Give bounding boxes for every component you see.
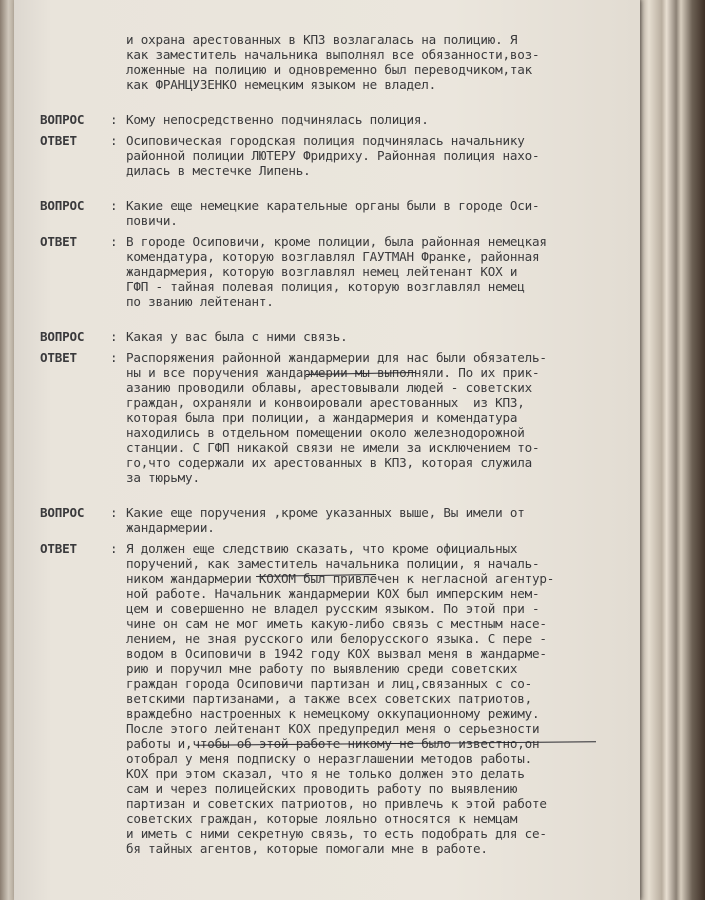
question-block: ВОПРОС : Какие еще немецкие карательные органы были в городе Оси- повичи. <box>40 198 630 228</box>
question-block: ВОПРОС : Какая у вас была с ними связь. <box>40 329 630 344</box>
question-block: ВОПРОС : Кому непосредственно подчинялась полиция. <box>40 112 630 127</box>
answer-line: граждан города Осиповичи партизан и лиц,связанных с со- <box>126 676 533 691</box>
question-text: повичи. <box>126 213 178 228</box>
text-line: как заместитель начальника выполнял все обязанности,воз- <box>126 47 540 62</box>
answer-label: ОТВЕТ <box>40 350 77 365</box>
question-label: ВОПРОС <box>40 329 85 344</box>
answer-line: партизан и советских патриотов, но привлечь к этой работе <box>126 796 547 811</box>
answer-line: ГФП - тайная полевая полиция, которую возглавлял немец <box>126 279 525 294</box>
answer-line: ником жандармерии КОХОМ был привлечен к негласной агентур- <box>126 571 555 586</box>
answer-line: го,что содержали их арестованных в КПЗ, которая служила <box>126 455 533 470</box>
answer-block: ОТВЕТ : Осиповическая городская полиция подчинялась начальнику районной полиции ЛЮТЕРУ Фридриху. Районная полиция нахо- дилась в местечке Липень. <box>40 133 630 178</box>
answer-line: цем и совершенно не владел русским языком. По этой при - <box>126 601 540 616</box>
answer-line: бя тайных агентов, которые помогали мне в работе. <box>126 841 488 856</box>
answer-line: В городе Осиповичи, кроме полиции, была районная немецкая <box>126 234 547 249</box>
answer-line: советских граждан, которые лояльно относятся к немцам <box>126 811 518 826</box>
answer-label: ОТВЕТ <box>40 541 77 556</box>
answer-line: рию и поручил мне работу по выявлению среди советских <box>126 661 518 676</box>
answer-label: ОТВЕТ <box>40 133 77 148</box>
answer-line: станции. С ГФП никакой связи не имели за исключением то- <box>126 440 540 455</box>
answer-line: которая была при полиции, а жандармерия и комендатура <box>126 410 518 425</box>
question-text: Какие еще немецкие карательные органы были в городе Оси- <box>126 198 540 213</box>
answer-line: сам и через полицейских проводить работу по выявлению <box>126 781 518 796</box>
answer-line: лением, не зная русского или белорусского языка. С пере - <box>126 631 547 646</box>
answer-line: ной работе. Начальник жандармерии КОХ был имперским нем- <box>126 586 540 601</box>
answer-line: Распоряжения районной жандармерии для нас были обязатель- <box>126 350 547 365</box>
answer-line: районной полиции ЛЮТЕРУ Фридриху. Районная полиция нахо- <box>126 148 540 163</box>
answer-line: жандармерия, которую возглавлял немец лейтенант КОХ и <box>126 264 518 279</box>
answer-block: ОТВЕТ : Распоряжения районной жандармерии для нас были обязатель- ны и все поручения жандармерии мы выполняли. По их прик- азанию проводили облавы, арестовывали людей - советских граждан, охраняли и конвоировали арестованных из КПЗ, которая была при полиции, а жандармерия и комендатура находились в отдельном помещении около железнодорожной станции. С ГФП никакой связи не имели за исключением то- го,что содержали их арестованных в КПЗ, которая служила за тюрьму. <box>40 350 630 485</box>
answer-line: находились в отдельном помещении около железнодорожной <box>126 425 525 440</box>
question-text: жандармерии. <box>126 520 215 535</box>
answer-line: отобрал у меня подписку о неразглашении методов работы. <box>126 751 533 766</box>
question-label: ВОПРОС <box>40 112 85 127</box>
question-text: Какие еще поручения ,кроме указанных выше, Вы имели от <box>126 505 525 520</box>
answer-line: враждебно настроенных к немецкому оккупационному режиму. <box>126 706 540 721</box>
question-text: Какая у вас была с ними связь. <box>126 329 348 344</box>
question-block: ВОПРОС : Какие еще поручения ,кроме указанных выше, Вы имели от жандармерии. <box>40 505 630 535</box>
binding-edge <box>0 0 14 900</box>
answer-line: и иметь с ними секретную связь, то есть подобрать для се- <box>126 826 547 841</box>
answer-label: ОТВЕТ <box>40 234 77 249</box>
answer-line: чине он сам не мог иметь какую-либо связь с местным насе- <box>126 616 547 631</box>
answer-line: поручений, как заместитель начальника полиции, я началь- <box>126 556 540 571</box>
answer-block: ОТВЕТ : Я должен еще следствию сказать, что кроме официальных поручений, как заместитель начальника полиции, я началь- ником жандармерии КОХОМ был привлечен к негласной агентур- ной работе. Начальник жандармерии КОХ был имперским нем- цем и совершенно не владел русским языком. По этой при - чине он сам не мог иметь какую-либо связь с местным насе- лением, не зная русского или белорусского языка. С пере - водом в Осиповичи в 1942 году КОХ вызвал меня в жандарме- рию и поручил мне работу по выявлению среди советских граждан города Осиповичи партизан и лиц,связанных с со- ветскими партизанами, а также всех советских патриотов, враждебно настроенных к немецкому оккупационному режиму. После этого лейтенант КОХ предупредил меня о серьезности работы и,чтобы об этой работе никому не было известно,он отобрал у меня подписку о неразглашении методов работы. КОХ при этом сказал, что я не только должен это делать сам и через полицейских проводить работу по выявлению партизан и советских патриотов, но привлечь к этой работе советских граждан, которые лояльно относятся к немцам и иметь с ними секретную связь, то есть подобрать для се- бя тайных агентов, которые помогали мне в работе. <box>40 541 630 856</box>
answer-line: Я должен еще следствию сказать, что кроме официальных <box>126 541 518 556</box>
answer-line: Осиповическая городская полиция подчинялась начальнику <box>126 133 525 148</box>
interrogation-text <box>40 32 630 856</box>
question-label: ВОПРОС <box>40 198 85 213</box>
answer-line: за тюрьму. <box>126 470 200 485</box>
question-text: Кому непосредственно подчинялась полиция. <box>126 112 429 127</box>
answer-line: После этого лейтенант КОХ предупредил меня о серьезности <box>126 721 540 736</box>
answer-line: работы и,чтобы об этой работе никому не было известно,он <box>126 736 540 751</box>
text-line: и охрана арестованных в КПЗ возлагалась на полицию. Я <box>126 32 518 47</box>
text-line: ложенные на полицию и одновременно был переводчиком,так <box>126 62 533 77</box>
answer-line: ветскими партизанами, а также всех советских патриотов, <box>126 691 533 706</box>
question-label: ВОПРОС <box>40 505 85 520</box>
answer-block: ОТВЕТ : В городе Осиповичи, кроме полиции, была районная немецкая комендатура, которую возглавлял ГАУТМАН Франке, районная жандармерия, которую возглавлял немец лейтенант КОХ и ГФП - тайная полевая полиция, которую возглавлял немец по званию лейтенант. <box>40 234 630 309</box>
answer-line: водом в Осиповичи в 1942 году КОХ вызвал меня в жандарме- <box>126 646 547 661</box>
answer-line: ны и все поручения жандармерии мы выполняли. По их прик- <box>126 365 540 380</box>
answer-line: КОХ при этом сказал, что я не только должен это делать <box>126 766 525 781</box>
answer-line: комендатура, которую возглавлял ГАУТМАН Франке, районная <box>126 249 540 264</box>
answer-line: по званию лейтенант. <box>126 294 274 309</box>
answer-line: азанию проводили облавы, арестовывали людей - советских <box>126 380 533 395</box>
answer-line: граждан, охраняли и конвоировали арестованных из КПЗ, <box>126 395 525 410</box>
answer-line: дилась в местечке Липень. <box>126 163 311 178</box>
intro-paragraph <box>126 32 630 92</box>
text-line: как ФРАНЦУЗЕНКО немецким языком не владел. <box>126 77 437 92</box>
